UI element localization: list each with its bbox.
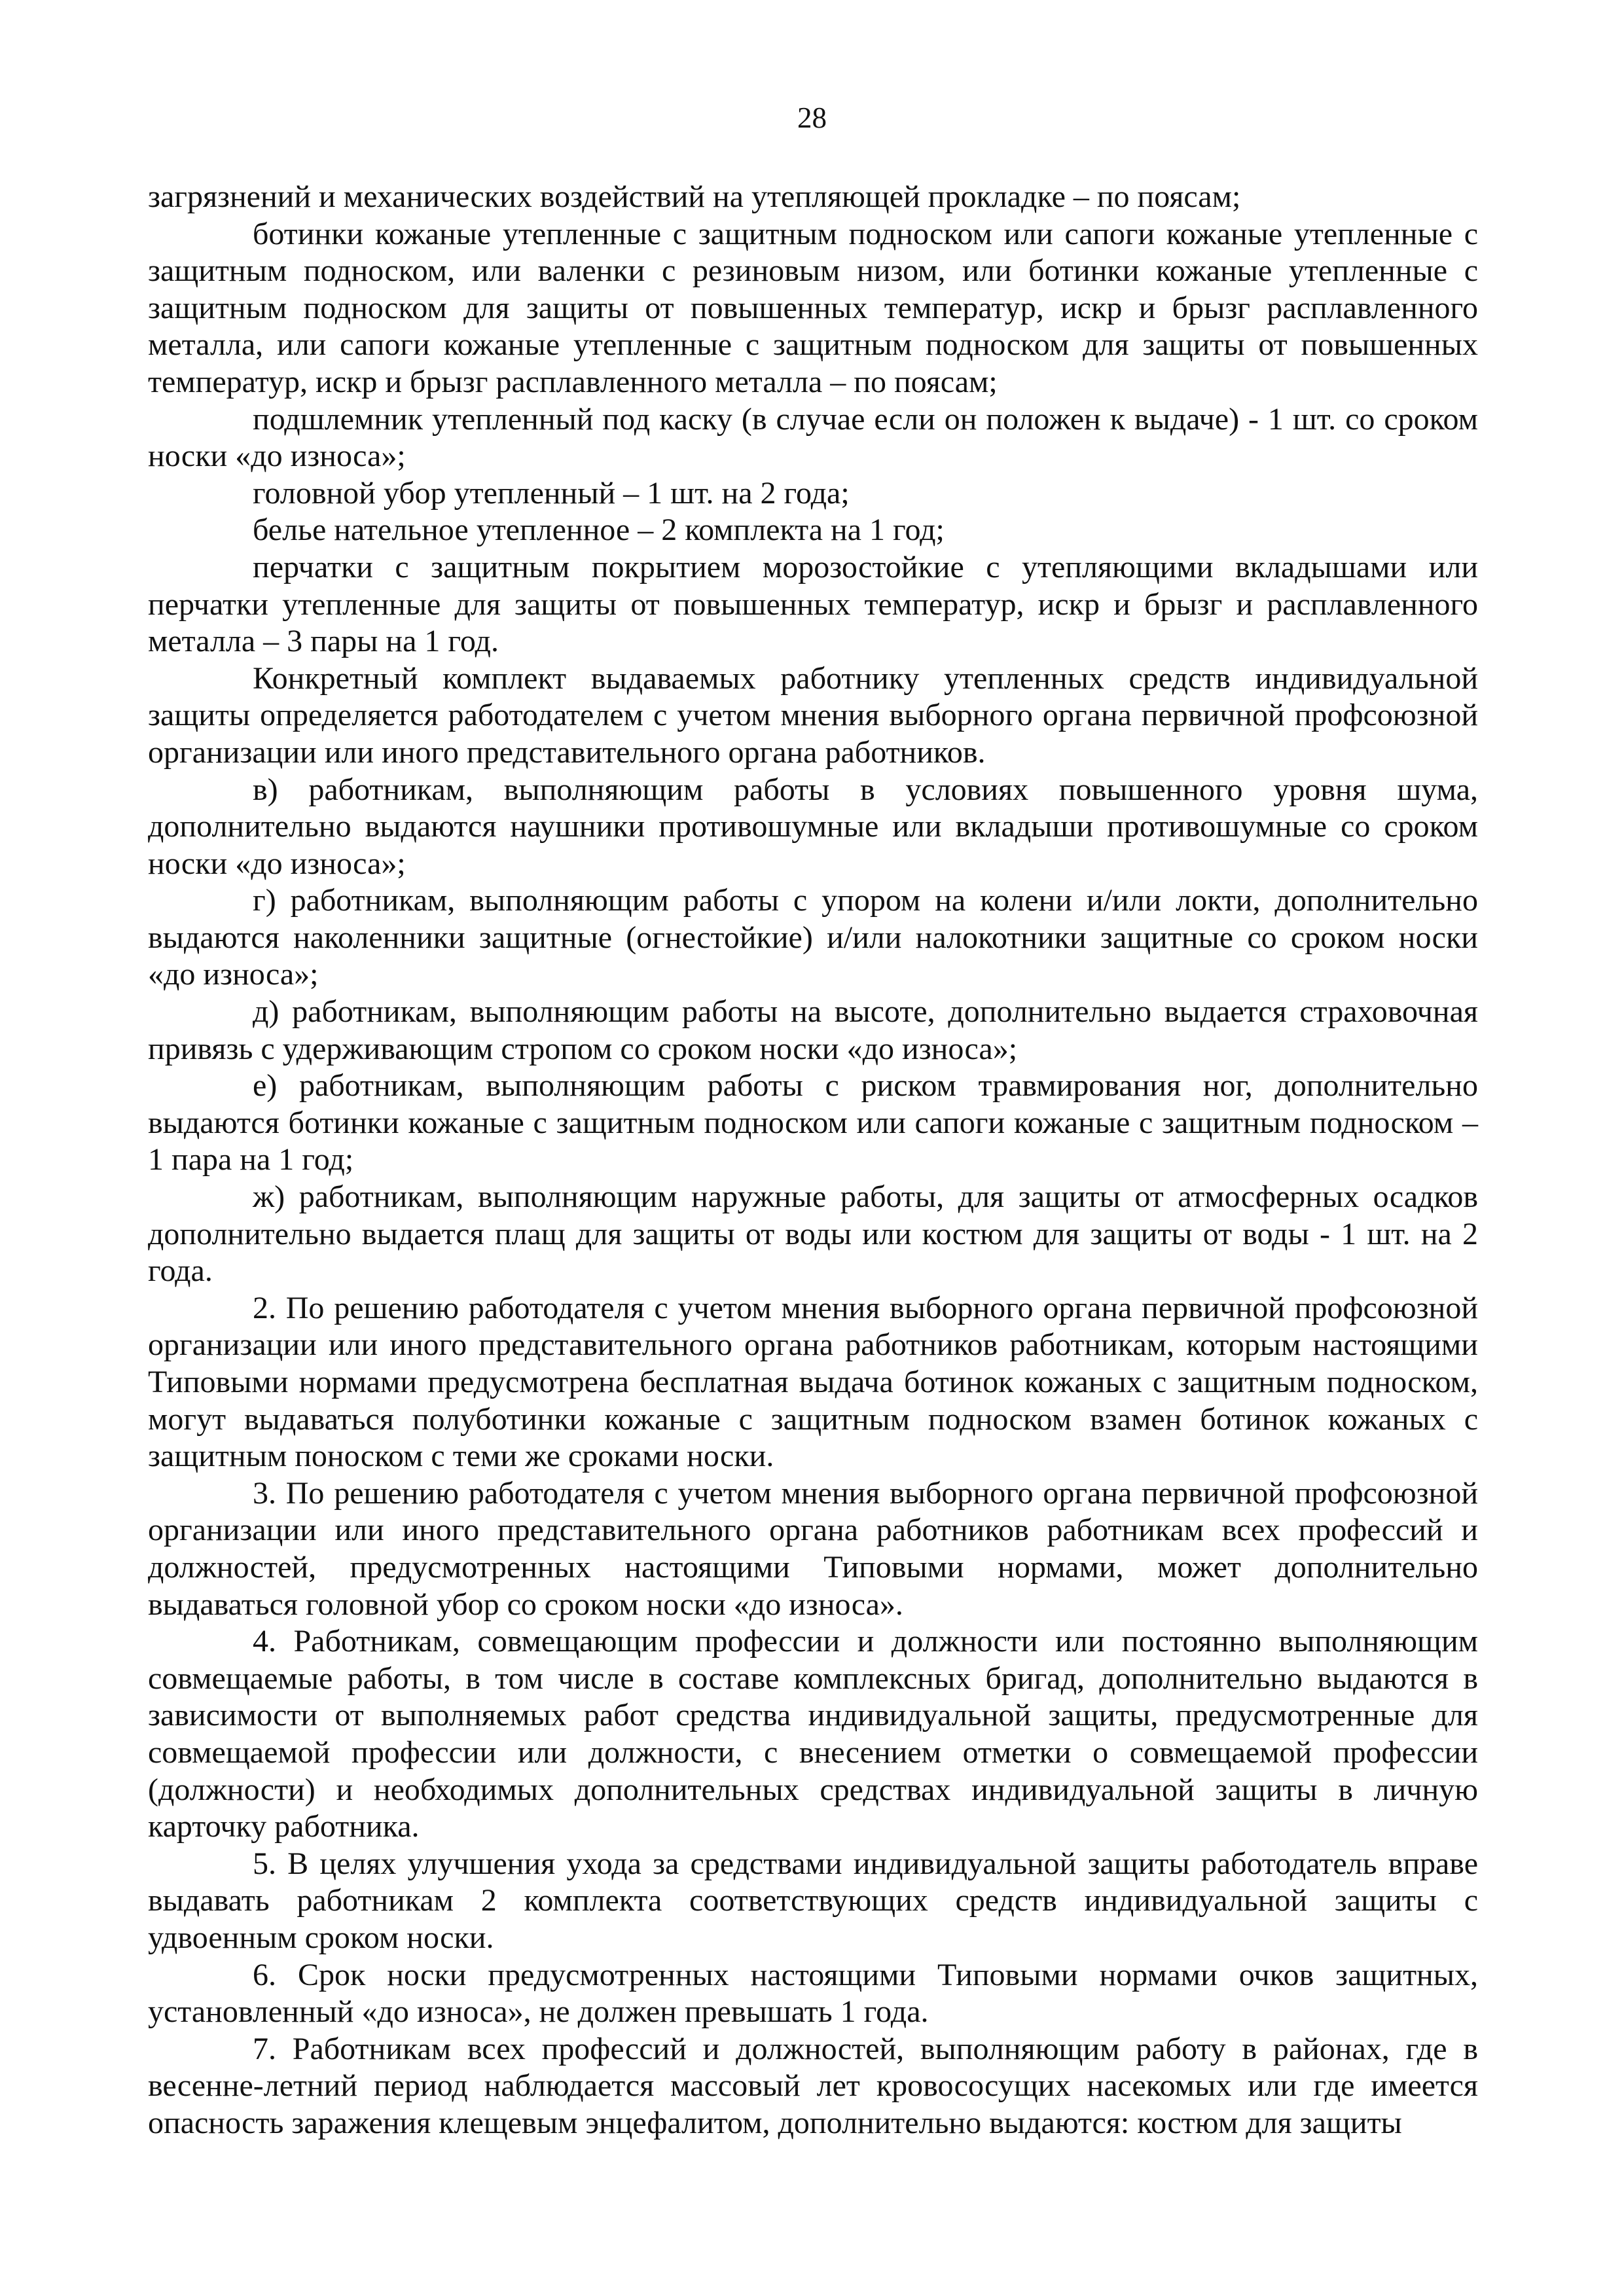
paragraph-clause-6: 6. Срок носки предусмотренных настоящими Типовыми нормами очков защитных, установленный «до износа», не должен превышать 1 года. (148, 1957, 1478, 2030)
paragraph-underwear: белье нательное утепленное – 2 комплекта на 1 год; (253, 512, 945, 548)
paragraph-clause-3: 3. По решению работодателя с учетом мнения выборного органа первичной профсоюзной организации или иного представительного органа работников работникам всех профессий и должностей, предусмотренных настоящими Типовыми нормами, может дополнительно выдаваться головной убор со сроком носки «до износа». (148, 1475, 1478, 1622)
paragraph-item-g: г) работникам, выполняющим работы с упором на колени и/или локти, дополнительно выдаются наколенники защитные (огнестойкие) и/или налокотники защитные со сроком носки «до износа»; (148, 883, 1478, 992)
paragraph-gloves: перчатки с защитным покрытием морозостойкие с утепляющими вкладышами или перчатки утепленные для защиты от повышенных температур, искр и брызг и расплавленного металла – 3 пары на 1 год. (148, 549, 1478, 659)
paragraph-clause-7: 7. Работникам всех профессий и должностей, выполняющим работу в районах, где в весенне-летний период наблюдается массовый лет кровососущих насекомых или где имеется опасность заражения клещевым энцефалитом, дополнительно выдаются: костюм для защиты (148, 2031, 1478, 2140)
paragraph-continuation: загрязнений и механических воздействий на утепляющей прокладке – по поясам; (148, 179, 1241, 214)
paragraph-item-v: в) работникам, выполняющим работы в условиях повышенного уровня шума, дополнительно выдаются наушники противошумные или вкладыши противошумные со сроком носки «до износа»; (148, 772, 1478, 881)
paragraph-clause-4: 4. Работникам, совмещающим профессии и должности или постоянно выполняющим совмещаемые работы, в том числе в составе комплексных бригад, дополнительно выдаются в зависимости от выполняемых работ средства индивидуальной защиты, предусмотренные для совмещаемой профессии или должности, с внесением отметки о совмещаемой профессии (должности) и необходимых дополнительных средствах индивидуальной защиты в личную карточку работника. (148, 1624, 1478, 1844)
page-number: 28 (797, 101, 827, 134)
paragraph-item-d: д) работникам, выполняющим работы на высоте, дополнительно выдается страховочная привязь с удерживающим стропом со сроком носки «до износа»; (148, 994, 1478, 1066)
document-body (148, 179, 1478, 2142)
paragraph-item-e: е) работникам, выполняющим работы с риском травмирования ног, дополнительно выдаются ботинки кожаные с защитным подноском или сапоги кожаные с защитным подноском – 1 пара на 1 год; (148, 1068, 1478, 1177)
paragraph-item-zh: ж) работникам, выполняющим наружные работы, для защиты от атмосферных осадков дополнительно выдается плащ для защиты от воды или костюм для защиты от воды - 1 шт. на 2 года. (148, 1179, 1478, 1289)
paragraph-set-definition: Конкретный комплект выдаваемых работнику утепленных средств индивидуальной защиты определяется работодателем с учетом мнения выборного органа первичной профсоюзной организации или иного представительного органа работников. (148, 660, 1478, 770)
paragraph-boots: ботинки кожаные утепленные с защитным подноском или сапоги кожаные утепленные с защитным подноском, или валенки с резиновым низом, или ботинки кожаные утепленные с защитным подноском для защиты от повышенных температур, искр и брызг расплавленного металла, или сапоги кожаные утепленные с защитным подноском для защиты от повышенных температур, искр и брызг расплавленного металла – по поясам; (148, 216, 1478, 399)
paragraph-headwear: головной убор утепленный – 1 шт. на 2 года; (253, 475, 850, 511)
paragraph-clause-5: 5. В целях улучшения ухода за средствами индивидуальной защиты работодатель вправе выдавать работникам 2 комплекта соответствующих средств индивидуальной защиты с удвоенным сроком носки. (148, 1846, 1478, 1955)
paragraph-balaclava: подшлемник утепленный под каску (в случае если он положен к выдаче) - 1 шт. со сроком носки «до износа»; (148, 401, 1478, 474)
paragraph-clause-2: 2. По решению работодателя с учетом мнения выборного органа первичной профсоюзной организации или иного представительного органа работников работникам, которым настоящими Типовыми нормами предусмотрена бесплатная выдача ботинок кожаных с защитным подноском, могут выдаваться полуботинки кожаные с защитным подноском взамен ботинок кожаных с защитным поноском с теми же сроками носки. (148, 1290, 1478, 1474)
